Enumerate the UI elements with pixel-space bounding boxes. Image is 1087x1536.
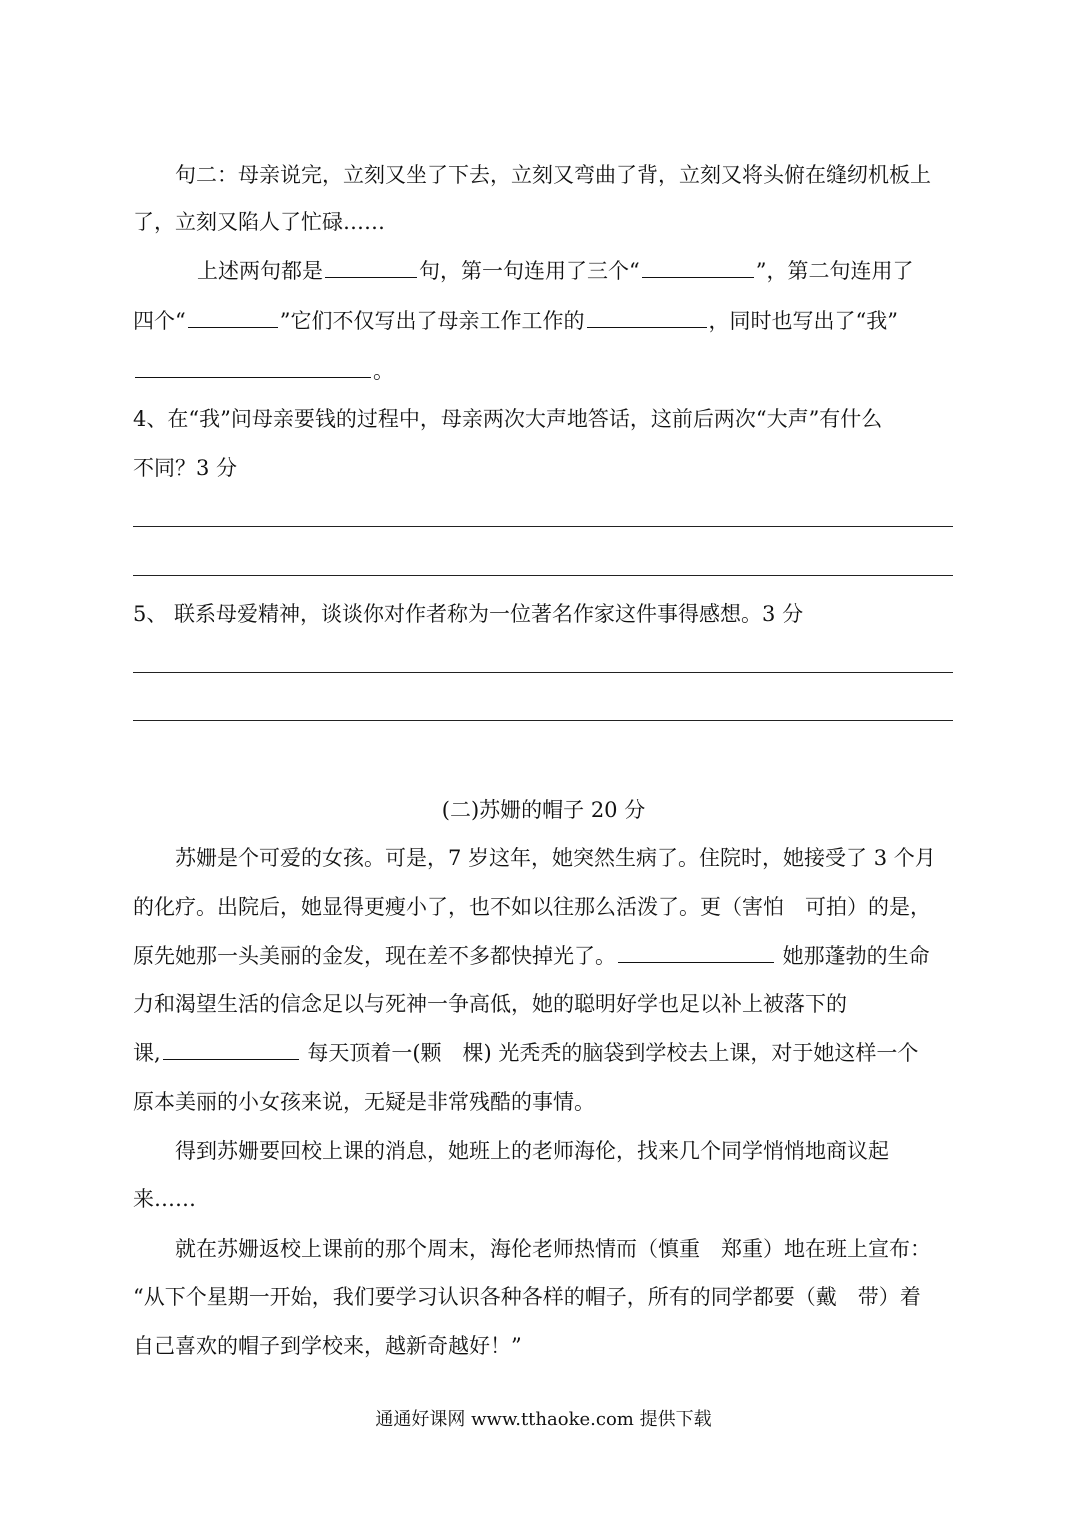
sentence2-line1: 句二：母亲说完，立刻又坐了下去，立刻又弯曲了背，立刻又将头俯在缝纫机板上 xyxy=(175,163,931,187)
fill-text: ，同时也写出了“我” xyxy=(708,309,898,333)
fill-text: ”，第二句连用了 xyxy=(755,259,914,283)
answer-line[interactable] xyxy=(133,672,953,673)
fill-paragraph-line1 xyxy=(197,257,914,285)
passage-text: 原先她那一头美丽的金发，现在差不多都快掉光了。 xyxy=(133,944,616,968)
fill-text: 上述两句都是 xyxy=(197,259,323,283)
passage-line: 自己喜欢的帽子到学校来，越新奇越好！” xyxy=(133,1334,522,1358)
passage-line: 就在苏姗返校上课前的那个周末，海伦老师热情而（慎重 郑重）地在班上宣布： xyxy=(175,1237,931,1261)
answer-line[interactable] xyxy=(133,720,953,721)
answer-line[interactable] xyxy=(133,575,953,576)
passage-line: “从下个星期一开始，我们要学习认识各种各样的帽子，所有的同学都要（戴 带）着 xyxy=(133,1285,921,1309)
passage-line: 苏姗是个可爱的女孩。可是，7 岁这年，她突然生病了。住院时，她接受了 3 个月 xyxy=(175,846,936,870)
question-5-line1: 5、 联系母爱精神，谈谈你对作者称为一位著名作家这件事得感想。3 分 xyxy=(133,602,804,626)
question-4-line2: 不同？3 分 xyxy=(133,456,238,480)
blank-conjunction-2[interactable] xyxy=(163,1039,299,1060)
blank-word-2[interactable] xyxy=(188,307,278,328)
passage-text: 她那蓬勃的生命 xyxy=(776,944,930,968)
blank-work-description[interactable] xyxy=(587,307,707,328)
fill-text: 句，第一句连用了三个“ xyxy=(419,259,640,283)
passage-text: 课, xyxy=(133,1041,161,1065)
question-4-line1: 4、在“我”问母亲要钱的过程中，母亲两次大声地答话，这前后两次“大声”有什么 xyxy=(133,407,883,431)
footer-credit: 通通好课网 www.tthaoke.com 提供下载 xyxy=(375,1409,712,1430)
passage-line: 来…… xyxy=(133,1187,196,1211)
fill-paragraph-line3 xyxy=(133,357,394,385)
section-title: (二)苏姗的帽子 20 分 xyxy=(441,798,646,822)
blank-conjunction-1[interactable] xyxy=(618,942,774,963)
fill-paragraph-line2 xyxy=(133,307,898,335)
passage-line: 力和渴望生活的信念足以与死神一争高低，她的聪明好学也足以补上被落下的 xyxy=(133,992,847,1016)
passage-line xyxy=(133,942,930,970)
fill-text: 。 xyxy=(373,359,394,383)
blank-my-feeling[interactable] xyxy=(135,357,371,378)
passage-line: 得到苏姗要回校上课的消息，她班上的老师海伦，找来几个同学悄悄地商议起 xyxy=(175,1139,889,1163)
passage-line: 的化疗。出院后，她显得更瘦小了，也不如以往那么活泼了。更（害怕 可拍）的是， xyxy=(133,895,931,919)
passage-line: 原本美丽的小女孩来说，无疑是非常残酷的事情。 xyxy=(133,1090,595,1114)
passage-text: 每天顶着一(颗 棵) 光秃秃的脑袋到学校去上课，对于她这样一个 xyxy=(300,1041,919,1065)
sentence2-line2: 了，立刻又陷人了忙碌…… xyxy=(133,210,385,234)
fill-text: ”它们不仅写出了母亲工作工作的 xyxy=(279,309,585,333)
answer-line[interactable] xyxy=(133,526,953,527)
fill-text: 四个“ xyxy=(133,309,186,333)
blank-sentence-type[interactable] xyxy=(325,257,417,278)
blank-word-1[interactable] xyxy=(642,257,754,278)
passage-line xyxy=(133,1039,918,1067)
